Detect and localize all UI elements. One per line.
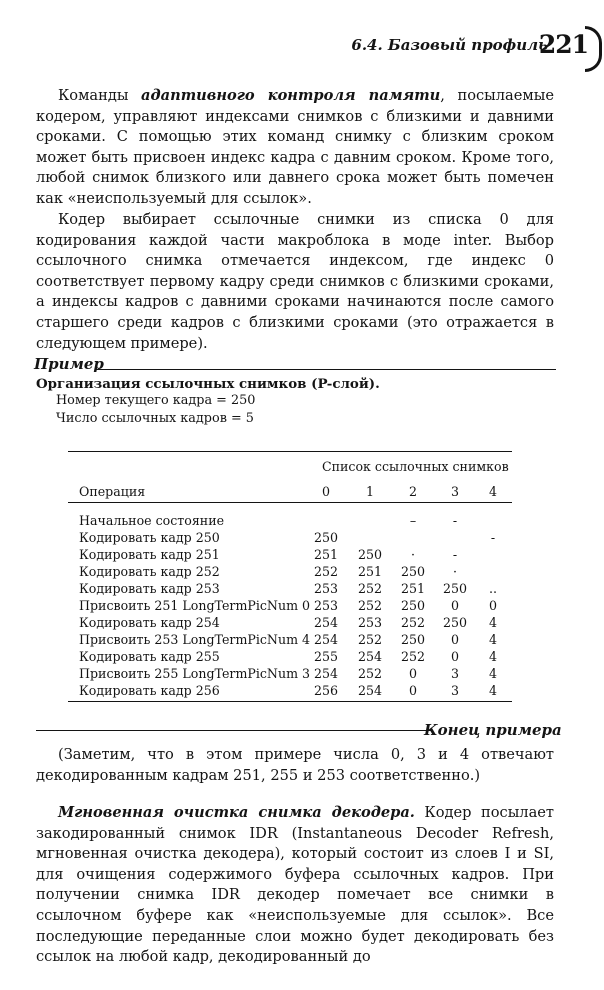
table-cell: 0 [450,632,459,647]
table-cell: 252 [357,632,383,647]
table-cell: - [452,513,458,528]
table-cell: · [410,547,415,562]
table-cell: 250 [400,598,426,613]
table-bottom-rule [68,701,512,702]
table-operation-header: Операция [79,484,146,499]
table-cell: 251 [400,581,426,596]
table-cell: 253 [313,598,339,613]
example-end-rule [36,730,432,731]
table-index-header: 0 [321,484,330,499]
table-cell: 4 [488,666,497,681]
table-index-header: 4 [488,484,497,499]
table-cell: 250 [400,632,426,647]
example-title: Организация ссылочных снимков (P-слой). [36,376,380,392]
paragraph-reference-selection: Кодер выбирает ссылочные снимки из списка 0 для кодирования каждой части макроблока в моде inter. Выбор ссылочного снимка отмечается индексом, где индекс 0 соответствует первому кадру среди снимков с близкими сроками, а индексы кадров с давними сроками начинаются после самого старшего среди кадров с близкими сроками (это отражается в следующем примере). [36,211,554,352]
example-end-label: Конец примера [424,721,562,739]
paragraph-adaptive-memory-control [36,86,554,210]
table-row-operation: Кодировать кадр 256 [79,683,220,698]
table-cell: 252 [313,564,339,579]
table-row-operation: Кодировать кадр 255 [79,649,220,664]
table-cell: 3 [450,683,459,698]
table-header-rule [68,502,512,503]
table-cell: 4 [488,632,497,647]
table-cell: 250 [400,564,426,579]
table-cell: .. [488,581,497,596]
term-adaptive-memory-control: адаптивного контроля памяти [141,87,441,104]
table-cell: 254 [313,615,339,630]
table-cell: 4 [488,649,497,664]
table-group-header: Список ссылочных снимков [322,459,509,474]
table-cell: 4 [488,615,497,630]
table-cell: 250 [313,530,339,545]
table-cell: 4 [488,683,497,698]
table-cell: 3 [450,666,459,681]
table-cell: 0 [408,683,417,698]
current-frame-number: Номер текущего кадра = 250 [56,393,256,408]
paragraph1-after: , посылаемые кодером, управляют индексами снимков с близкими и давними сроками. С помощью этих команд снимку с близким сроком может быть присвоен индекс кадра с давним сроком. Кроме того, любой снимок близкого или давнего срока может быть помечен как «неиспользуемый для ссылок». [36,87,554,207]
table-cell: 250 [357,547,383,562]
running-header: 6.4. Базовый профиль [351,36,548,54]
table-cell: 250 [442,615,468,630]
table-cell: 252 [357,581,383,596]
table-cell: 251 [313,547,339,562]
table-row-operation: Начальное состояние [79,513,225,528]
table-row-operation: Кодировать кадр 253 [79,581,220,596]
table-cell: - [490,530,496,545]
table-cell: 254 [357,683,383,698]
table-row-operation: Присвоить 255 LongTermPicNum 3 [79,666,311,681]
table-row-operation: Присвоить 251 LongTermPicNum 0 [79,598,311,613]
table-cell: 255 [313,649,339,664]
paragraph1-before: Команды [58,87,142,104]
table-cell: - [452,547,458,562]
table-cell: 252 [400,615,426,630]
table-cell: 254 [357,649,383,664]
table-cell: 0 [450,649,459,664]
table-cell: 254 [313,666,339,681]
paragraph-idr [36,803,554,968]
table-cell: 0 [408,666,417,681]
table-cell: – [409,513,417,528]
paragraph4-text: Кодер посылает закодированный снимок IDR (Instantaneous Decoder Refresh, мгновенная очистка декодера), который состоит из слоев I и SI, для очищения содержимого буфера ссылочных кадров. При получении снимка IDR декодер помечает все снимки в ссылочном буфере как «неиспользуемые для ссылок». Все последующие переданные слои можно будет декодировать без ссылок на любой кадр, декодированный до [36,804,554,966]
table-row-operation: Кодировать кадр 251 [79,547,220,562]
page-number: 221 [538,30,588,59]
table-cell: 252 [357,666,383,681]
table-cell: 252 [400,649,426,664]
table-cell: 0 [450,598,459,613]
page-number-bracket-icon [585,26,602,72]
table-row-operation: Кодировать кадр 254 [79,615,220,630]
example-start-rule [96,369,556,370]
table-cell: 251 [357,564,383,579]
table-cell: 256 [313,683,339,698]
table-top-rule [68,451,512,452]
example-label: Пример [34,355,104,373]
paragraph-example-note: (Заметим, что в этом примере числа 0, 3 и 4 отвечают декодированным кадрам 251, 255 и 253 соответственно.) [36,746,554,784]
table-cell: 250 [442,581,468,596]
table-row-operation: Присвоить 253 LongTermPicNum 4 [79,632,311,647]
table-cell: 254 [313,632,339,647]
table-row-operation: Кодировать кадр 252 [79,564,220,579]
reference-frame-count: Число ссылочных кадров = 5 [56,411,254,426]
table-index-header: 2 [408,484,417,499]
table-cell: 253 [357,615,383,630]
table-cell: 253 [313,581,339,596]
table-index-header: 3 [450,484,459,499]
table-index-header: 1 [365,484,374,499]
table-cell: · [452,564,457,579]
term-idr-refresh: Мгновенная очистка снимка декодера. [58,804,415,821]
table-cell: 252 [357,598,383,613]
table-row-operation: Кодировать кадр 250 [79,530,220,545]
table-cell: 0 [488,598,497,613]
